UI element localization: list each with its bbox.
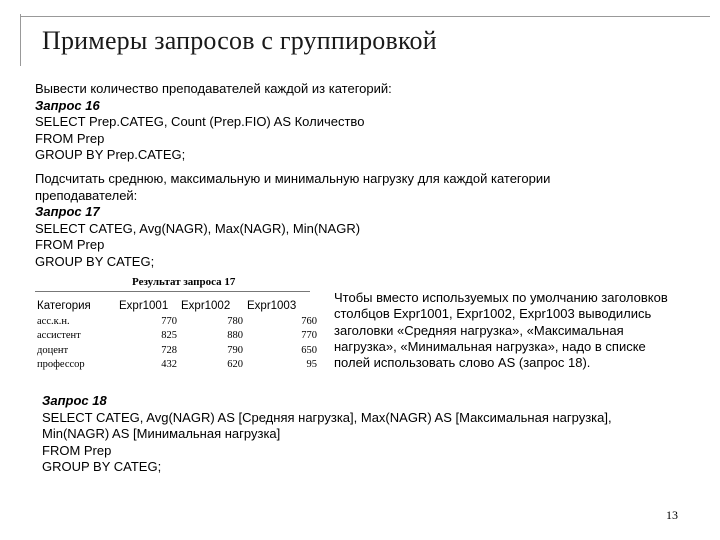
table-cell: 95 (306, 359, 317, 371)
sql-line: SELECT Prep.CATEG, Count (Prep.FIO) AS Количество (35, 114, 365, 129)
table-cell: 620 (227, 359, 243, 371)
section-query-17 (35, 171, 550, 270)
section-query-18 (42, 393, 612, 476)
sql-line: Min(NAGR) AS [Минимальная нагрузка] (42, 426, 281, 441)
sql-line: GROUP BY CATEG; (35, 253, 155, 269)
table-cell: 432 (161, 359, 177, 371)
sql-line: GROUP BY CATEG; (42, 459, 162, 474)
table-cell: 770 (161, 315, 177, 327)
note-line: полей использовать слово AS (запрос 18). (334, 355, 591, 371)
explanatory-note (334, 290, 706, 371)
sql-line: SELECT CATEG, Avg(NAGR) AS [Средняя нагрузка], Max(NAGR) AS [Максимальная нагрузка], (42, 409, 612, 425)
section-intro: преподавателей: (35, 187, 138, 203)
note-line: Чтобы вместо используемых по умолчанию заголовков (334, 290, 668, 305)
note-line: нагрузка», «Минимальная нагрузка», надо в списке (334, 338, 646, 354)
table-cell: 790 (227, 344, 243, 356)
sql-line: FROM Prep (42, 442, 112, 458)
query-label: Запрос 18 (42, 393, 107, 408)
table-cell: ассистент (37, 330, 81, 342)
frame-horizontal-line (20, 16, 710, 17)
table-cell: 728 (161, 344, 177, 356)
table-row (37, 343, 321, 358)
table-cell: 825 (161, 330, 177, 342)
slide-title: Примеры запросов с группировкой (42, 26, 437, 55)
table-cell: доцент (37, 344, 69, 356)
sql-line: FROM Prep (35, 237, 105, 252)
sql-line: GROUP BY Prep.CATEG; (35, 147, 186, 162)
table-header-row (37, 298, 321, 314)
table-cell: асс.к.н. (37, 315, 70, 327)
sql-line: FROM Prep (35, 130, 105, 146)
query-label: Запрос 16 (35, 97, 100, 113)
note-line: столбцов Expr1001, Expr1002, Expr1003 выводились (334, 306, 652, 322)
result-table (37, 298, 321, 372)
table-row (37, 358, 321, 373)
table-cell: 770 (301, 330, 317, 342)
result-frame-line (35, 291, 310, 292)
query-label: Запрос 17 (35, 204, 100, 219)
table-cell: 760 (301, 315, 317, 327)
table-cell: профессор (37, 359, 85, 371)
section-query-16 (35, 81, 392, 164)
page-number: 13 (666, 508, 678, 522)
section-intro: Подсчитать среднюю, максимальную и минимальную нагрузку для каждой категории (35, 171, 551, 186)
note-line: заголовки «Средняя нагрузка», «Максимальная (334, 322, 624, 338)
table-row (37, 314, 321, 329)
column-header: Expr1002 (181, 300, 231, 312)
result-caption: Результат запроса 17 (132, 276, 236, 288)
sql-line: SELECT CATEG, Avg(NAGR), Max(NAGR), Min(NAGR) (35, 220, 361, 236)
table-cell: 780 (227, 315, 243, 327)
table-cell: 880 (227, 330, 243, 342)
section-intro: Вывести количество преподавателей каждой из категорий: (35, 81, 392, 96)
column-header: Expr1001 (119, 300, 169, 312)
frame-vertical-line (20, 14, 21, 66)
column-header: Expr1003 (247, 300, 297, 312)
table-cell: 650 (301, 344, 317, 356)
column-header: Категория (37, 300, 91, 312)
table-row (37, 329, 321, 344)
